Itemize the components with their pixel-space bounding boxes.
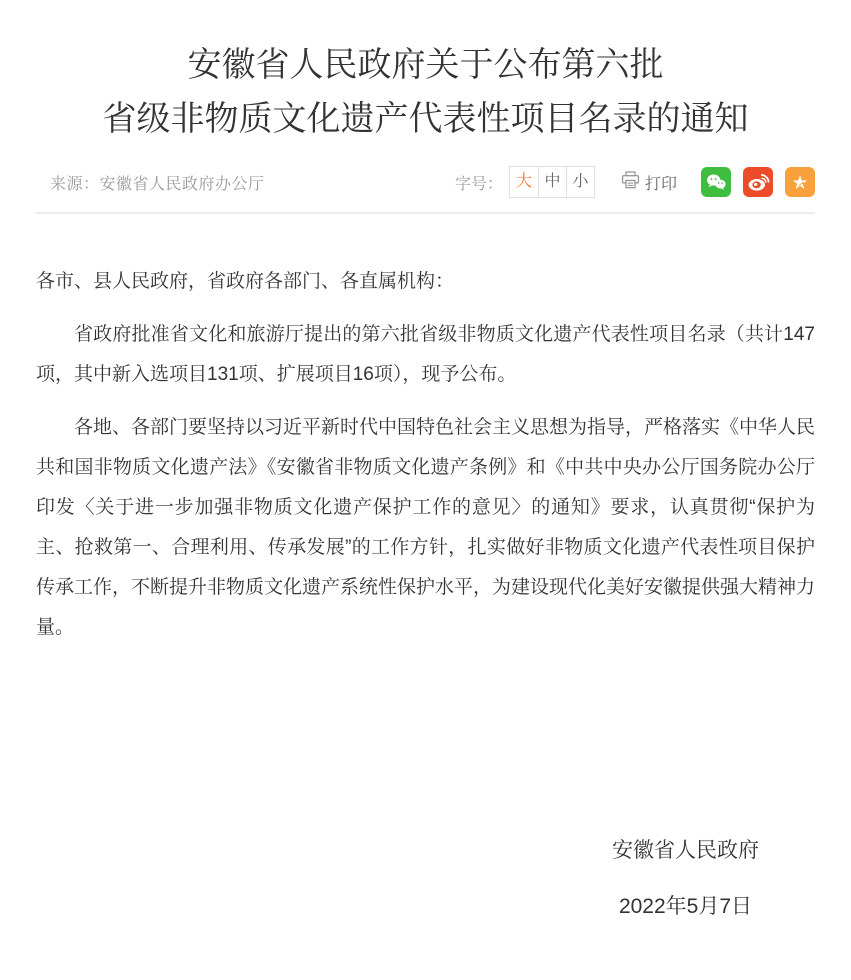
- paragraph-announcement: 省政府批准省文化和旅游厅提出的第六批省级非物质文化遗产代表性项目名录（共计147项，其中新入选项目131项、扩展项目16项），现予公布。: [36, 324, 815, 385]
- share-buttons: [701, 167, 815, 197]
- meta-toolbar: [36, 166, 815, 214]
- print-button[interactable]: [621, 171, 677, 194]
- share-weibo-button[interactable]: [743, 167, 773, 197]
- paragraph-salutation: 各市、县人民政府，省政府各部门、各直属机构：: [36, 271, 455, 292]
- share-favorite-button[interactable]: [785, 167, 815, 197]
- article-title-line2: 省级非物质文化遗产代表性项目名录的通知: [102, 100, 749, 138]
- article-title-line1: 安徽省人民政府关于公布第六批: [187, 46, 664, 84]
- article-source: 来源：安徽省人民政府办公厅: [50, 175, 265, 193]
- font-size-label: 字号：: [454, 175, 503, 193]
- article-body: [36, 262, 815, 648]
- font-size-small-button[interactable]: 小: [566, 167, 594, 197]
- article-page: [0, 38, 851, 920]
- font-size-large-button[interactable]: 大: [510, 167, 538, 197]
- weibo-icon: [746, 170, 770, 194]
- share-wechat-button[interactable]: [701, 167, 731, 197]
- printer-icon: [621, 171, 640, 194]
- signature-date: 2022年5月7日: [618, 895, 753, 918]
- wechat-icon: [704, 170, 728, 194]
- font-size-medium-button[interactable]: 中: [538, 167, 566, 197]
- signature-issuer: 安徽省人民政府: [612, 839, 759, 862]
- toolbar-tools: [455, 166, 815, 198]
- paragraph-requirements: 各地、各部门要坚持以习近平新时代中国特色社会主义思想为指导，严格落实《中华人民共和国非物质文化遗产法》《安徽省非物质文化遗产条例》和《中共中央办公厅国务院办公厅印发〈关于进一步加强非物质文化遗产保护工作的意见〉的通知》要求，认真贯彻“保护为主、抢救第一、合理利用、传承发展”的工作方针，扎实做好非物质文化遗产代表性项目保护传承工作，不断提升非物质文化遗产系统性保护水平，为建设现代化美好安徽提供强大精神力量。: [36, 417, 816, 638]
- font-size-selector: [509, 166, 595, 198]
- article-title: [36, 38, 815, 146]
- star-icon: [788, 170, 812, 194]
- signature-block: [612, 838, 759, 920]
- print-label: 打印: [644, 175, 677, 193]
